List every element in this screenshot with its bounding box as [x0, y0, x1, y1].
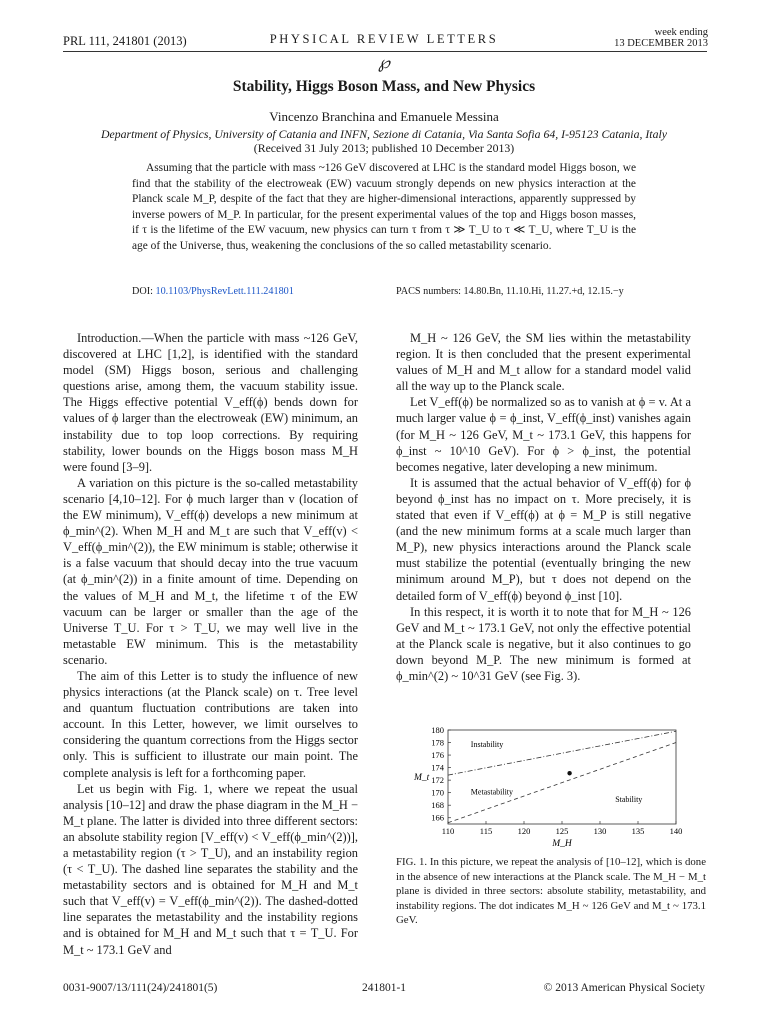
right-column — [396, 330, 691, 684]
sm-point-marker — [567, 771, 571, 775]
stability-boundary-line — [448, 743, 676, 823]
region-label: Stability — [615, 795, 643, 805]
y-tick-label: 170 — [431, 787, 444, 798]
issue-date — [614, 27, 708, 49]
received-dates: (Received 31 July 2013; published 10 December 2013) — [253, 141, 515, 155]
paragraph: Let V_eff(ϕ) be normalized so as to vanish at ϕ = v. At a much larger value ϕ = ϕ_inst, V_eff(ϕ_inst) vanishes again (for M_H ~ 126 GeV, M_t ~ 173.1 GeV, this happens for ϕ_inst ~ 10^10 GeV). For ϕ > ϕ_inst, the potential becomes negative, later developing a new minimum. — [396, 395, 691, 474]
x-tick-label: 130 — [593, 826, 607, 836]
article-code: 0031-9007/13/111(24)/241801(5) — [63, 982, 218, 994]
y-tick-label: 174 — [431, 762, 444, 773]
region-label: Metastability — [470, 787, 514, 797]
x-tick-label: 115 — [479, 826, 493, 836]
pacs-numbers: PACS numbers: 14.80.Bn, 11.10.Hi, 11.27.+d, 12.15.−y — [396, 286, 624, 297]
journal-logo-icon: ℘ — [378, 53, 390, 72]
paragraph: A variation on this picture is the so-called metastability scenario [4,10–12]. For ϕ much larger than v (location of the EW minimum), V_eff(ϕ) develops a new minimum at ϕ_min^(2). When M_H and M_t are such that V_eff(v) < V_eff(ϕ_min^(2)), the EW minimum is stable; otherwise it is a false vacuum that should decay into the true vacuum (at ϕ_min^(2)) in a finite amount of time. Depending on the values of M_H and M_t, the lifetime τ of the EW vacuum can be larger or smaller than the age of the Universe T_U. For τ > T_U, we may well live in the metastable EW minimum. This is the metastability scenario. — [63, 475, 358, 667]
paragraph: The aim of this Letter is to study the influence of new physics interactions (at the Planck scale) on τ. Tree level and quantum fluctuation contributions are taken into account. In this Letter, however, we limit ourselves to considering the quantum corrections from the Higgs sector only. This is sufficient to illustrate our main point. The complete analysis is left for a forthcoming paper. — [63, 668, 358, 780]
journal-name: PHYSICAL REVIEW LETTERS — [269, 32, 499, 46]
y-tick-label: 176 — [431, 750, 444, 761]
y-tick-label: 168 — [431, 800, 444, 811]
week-label: week ending — [654, 27, 708, 38]
doi-label: DOI: — [132, 286, 153, 297]
instability-boundary-line — [448, 731, 676, 775]
y-tick-label: 172 — [431, 775, 444, 786]
doi — [132, 286, 294, 297]
region-label: Instability — [470, 739, 504, 749]
header-rule — [63, 51, 707, 52]
copyright: © 2013 American Physical Society — [543, 982, 705, 994]
y-tick-label: 178 — [431, 737, 444, 748]
phase-diagram-figure — [396, 722, 696, 852]
week-date: 13 DECEMBER 2013 — [614, 38, 708, 49]
figure-caption: FIG. 1. In this picture, we repeat the analysis of [10–12], which is done in the absence of new interactions at the Planck scale. The M_H − M_t plane is divided in three sectors: absolute stability, metastability, and instability regions. The dot indicates M_H ~ 126 GeV and M_t ~ 173.1 GeV. — [396, 856, 706, 926]
y-axis-label: M_t — [414, 773, 430, 783]
page-number: 241801-1 — [361, 982, 407, 994]
paragraph: Introduction.—When the particle with mass ~126 GeV, discovered at LHC [1,2], is identified with the standard model (SM) Higgs boson, serious and challenging questions arise, among them, the vacuum stability issue. The Higgs effective potential V_eff(ϕ) bends down for values of ϕ larger than the electroweak (EW) minimum, an instability due to top loop corrections. By requiring stability, lower bounds on the Higgs boson mass M_H were found [3–9]. — [63, 331, 358, 474]
x-tick-label: 110 — [441, 826, 455, 836]
doi-link[interactable]: 10.1103/PhysRevLett.111.241801 — [155, 286, 294, 297]
x-tick-label: 140 — [669, 826, 683, 836]
article-title: Stability, Higgs Boson Mass, and New Physics — [232, 78, 536, 95]
y-tick-label: 180 — [431, 725, 444, 735]
x-axis-label: M_H — [552, 839, 572, 849]
abstract: Assuming that the particle with mass ~126 GeV discovered at LHC is the standard model Higgs boson, we find that the stability of the electroweak (EW) vacuum strongly depends on new physics interaction at the Planck scale M_P, despite of the fact that they are higher-dimensional interactions, apparently suppressed by inverse powers of M_P. In particular, for the present experimental values of the top and Higgs boson masses, if τ is the lifetime of the EW vacuum, new physics can turn τ from τ ≫ T_U to τ ≪ T_U, where T_U is the age of the Universe, thus, weakening the conclusions of the so called metastability scenario. — [132, 162, 636, 252]
left-column — [63, 330, 358, 958]
paragraph: Let us begin with Fig. 1, where we repeat the usual analysis [10–12] and draw the phase diagram in the M_H − M_t plane. The latter is divided into three different sectors: an absolute stability region [V_eff(v) < V_eff(ϕ_min^(2))], a metastability region (τ > T_U), and an instability region (τ < T_U). The dashed line separates the stability and the metastability sectors and is obtained for M_H and M_t such that V_eff(v) = V_eff(ϕ_min^(2)). The dashed-dotted line separates the metastability and the instability regions and is obtained for M_H and M_t such that τ = T_U. For M_t ~ 173.1 GeV and — [63, 781, 358, 957]
y-tick-label: 166 — [431, 812, 444, 823]
x-tick-label: 135 — [631, 826, 645, 836]
paragraph: It is assumed that the actual behavior of V_eff(ϕ) for ϕ beyond ϕ_inst has no impact on τ. More precisely, it is stated that even if V_eff(ϕ) at ϕ = M_P is still negative (and the new minimum forms at a scale much larger than M_P), new physics interactions around the Planck scale must stabilize the potential (eventually bringing the new minimum around M_P), but τ does not depend on the detailed form of V_eff(ϕ) beyond ϕ_inst [10]. — [396, 475, 691, 603]
paragraph: M_H ~ 126 GeV, the SM lies within the metastability region. It is then concluded that the present experimental values of M_H and M_t allow for a standard model valid all the way up to the Planck scale. — [396, 331, 691, 394]
x-tick-label: 125 — [555, 826, 569, 836]
journal-reference: PRL 111, 241801 (2013) — [63, 34, 187, 48]
authors: Vincenzo Branchina and Emanuele Messina — [269, 109, 499, 124]
paragraph: In this respect, it is worth it to note that for M_H ~ 126 GeV and M_t ~ 173.1 GeV, not only the effective potential at the Planck scale is negative, but it also continues to go down beyond M_P. The new minimum is formed at ϕ_min^(2) ~ 10^31 GeV (see Fig. 3). — [396, 604, 691, 683]
affiliation: Department of Physics, University of Catania and INFN, Sezione di Catania, Via Santa Sofia 64, I-95123 Catania, Italy — [101, 127, 667, 141]
x-tick-label: 120 — [517, 826, 531, 836]
